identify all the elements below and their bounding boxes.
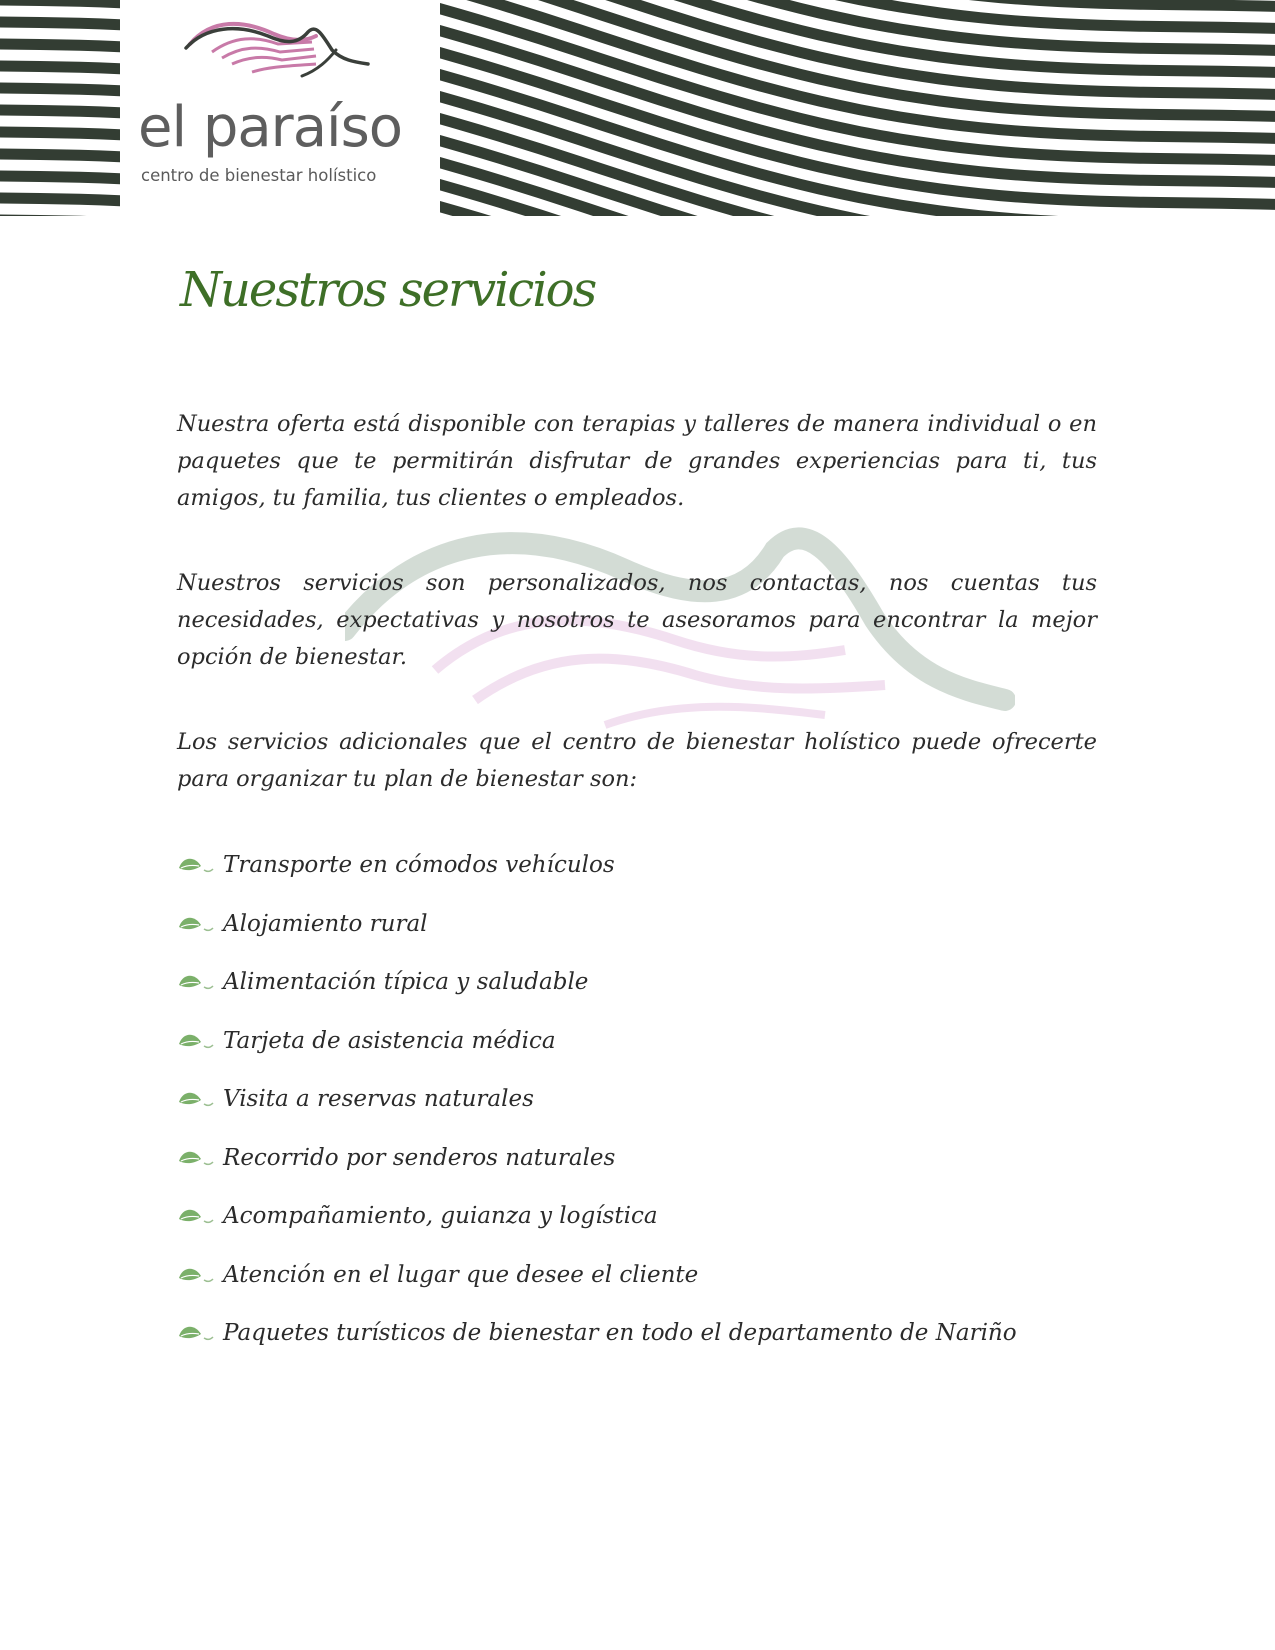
service-item (177, 1143, 1097, 1202)
header-banner (0, 0, 1275, 216)
page-title: Nuestros servicios (180, 262, 596, 318)
brand-name: el paraíso (138, 95, 403, 160)
service-item (177, 1318, 1097, 1377)
leaf-icon (177, 1264, 217, 1288)
service-item (177, 1260, 1097, 1319)
service-item (177, 1201, 1097, 1260)
service-label: Recorrido por senderos naturales (223, 1144, 616, 1171)
leaf-icon (177, 913, 217, 937)
service-label: Visita a reservas naturales (223, 1086, 534, 1112)
service-label: Acompañamiento, guianza y logística (223, 1203, 658, 1229)
brand-tagline: centro de bienestar holístico (141, 166, 377, 185)
intro-paragraph: Nuestra oferta está disponible con terapias y talleres de manera individual o en paquetes que te permitirán disfrutar de grandes experiencias para ti, tus amigos, tu familia, tus clientes o empleados. (177, 411, 1097, 511)
service-label: Alimentación típica y saludable (223, 969, 589, 995)
services-list (177, 850, 1097, 1377)
service-label: Transporte en cómodos vehículos (223, 852, 615, 878)
service-label: Paquetes turísticos de bienestar en todo el departamento de Nariño (223, 1320, 1017, 1346)
service-label: Tarjeta de asistencia médica (223, 1027, 556, 1054)
additional-services-paragraph: Los servicios adicionales que el centro de bienestar holístico puede ofrecerte para organizar tu plan de bienestar son: (177, 729, 1097, 792)
personalized-paragraph: Nuestros servicios son personalizados, nos contactas, nos cuentas tus necesidades, expectativas y nosotros te asesoramos para encontrar la mejor opción de bienestar. (177, 570, 1097, 670)
leaf-icon (177, 1030, 217, 1054)
service-label: Atención en el lugar que desee el cliente (223, 1261, 699, 1288)
service-item (177, 1084, 1097, 1143)
leaf-icon (177, 971, 217, 995)
service-item (177, 850, 1097, 909)
service-item (177, 909, 1097, 968)
logo (120, 0, 440, 216)
leaf-icon (177, 1322, 217, 1346)
main-content (177, 406, 1097, 1377)
leaf-icon (177, 1205, 217, 1229)
leaf-icon (177, 1147, 217, 1171)
service-label: Alojamiento rural (223, 910, 428, 937)
logo-wave-icon (182, 14, 372, 84)
service-item (177, 1026, 1097, 1085)
leaf-icon (177, 854, 217, 878)
leaf-icon (177, 1088, 217, 1112)
service-item (177, 967, 1097, 1026)
